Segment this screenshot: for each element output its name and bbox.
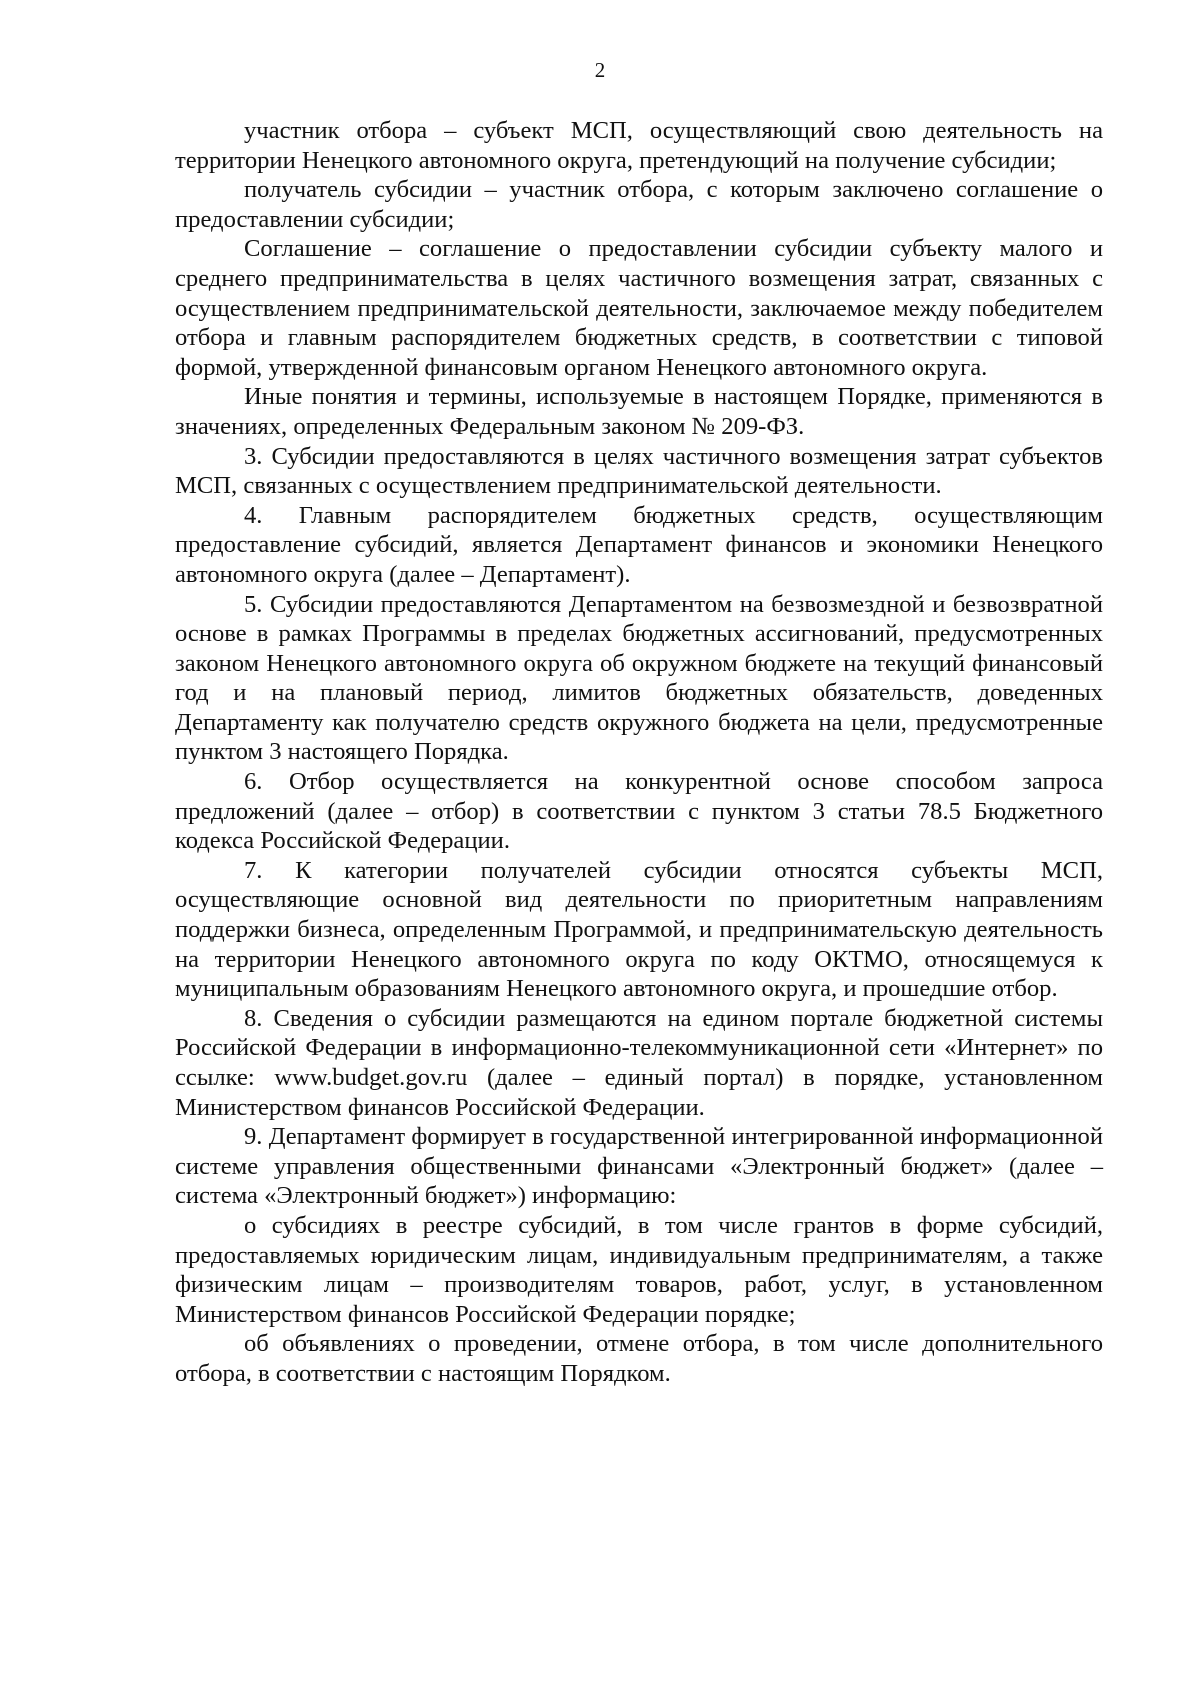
paragraph-item-4: 4. Главным распорядителем бюджетных средств, осуществляющим предоставление субсидий, является Департамент финансов и экономики Ненецкого автономного округа (далее – Департамент).: [175, 501, 1103, 588]
paragraph-other-terms: Иные понятия и термины, используемые в настоящем Порядке, применяются в значениях, определенных Федеральным законом № 209-ФЗ.: [175, 383, 1103, 440]
page-number: 2: [594, 58, 606, 82]
paragraph-item-9-announcements: об объявлениях о проведении, отмене отбора, в том числе дополнительного отбора, в соответствии с настоящим Порядком.: [175, 1330, 1103, 1387]
paragraph-item-6: 6. Отбор осуществляется на конкурентной основе способом запроса предложений (далее – отбор) в соответствии с пунктом 3 статьи 78.5 Бюджетного кодекса Российской Федерации.: [175, 768, 1103, 855]
paragraph-agreement-definition: Соглашение – соглашение о предоставлении субсидии субъекту малого и среднего предпринимательства в целях частичного возмещения затрат, связанных с осуществлением предпринимательской деятельности, заключаемое между победителем отбора и главным распорядителем бюджетных средств, в соответствии с типовой формой, утвержденной финансовым органом Ненецкого автономного округа.: [175, 235, 1103, 381]
paragraph-item-5: 5. Субсидии предоставляются Департаментом на безвозмездной и безвозвратной основе в рамках Программы в пределах бюджетных ассигнований, предусмотренных законом Ненецкого автономного округа об окружном бюджете на текущий финансовый год и на плановый период, лимитов бюджетных обязательств, доведенных Департаменту как получателю средств окружного бюджета на цели, предусмотренные пунктом 3 настоящего Порядка.: [175, 590, 1103, 766]
paragraph-item-9-registry: о субсидиях в реестре субсидий, в том числе грантов в форме субсидий, предоставляемых юридическим лицам, индивидуальным предпринимателям, а также физическим лицам – производителям товаров, работ, услуг, в установленном Министерством финансов Российской Федерации порядке;: [175, 1211, 1103, 1328]
document-body: [175, 116, 1103, 1389]
paragraph-item-9: 9. Департамент формирует в государственной интегрированной информационной системе управления общественными финансами «Электронный бюджет» (далее – система «Электронный бюджет») информацию:: [175, 1123, 1103, 1210]
paragraph-selection-participant-definition: участник отбора – субъект МСП, осуществляющий свою деятельность на территории Ненецкого автономного округа, претендующий на получение субсидии;: [175, 117, 1103, 174]
paragraph-item-3: 3. Субсидии предоставляются в целях частичного возмещения затрат субъектов МСП, связанных с осуществлением предпринимательской деятельности.: [175, 442, 1103, 500]
paragraph-item-8: 8. Сведения о субсидии размещаются на едином портале бюджетной системы Российской Федерации в информационно-телекоммуникационной сети «Интернет» по ссылке: www.budget.gov.ru (далее – единый портал) в порядке, установленном Министерством финансов Российской Федерации.: [175, 1004, 1103, 1121]
paragraph-subsidy-recipient-definition: получатель субсидии – участник отбора, с которым заключено соглашение о предоставлении субсидии;: [175, 176, 1103, 233]
paragraph-item-7: 7. К категории получателей субсидии относятся субъекты МСП, осуществляющие основной вид деятельности по приоритетным направлениям поддержки бизнеса, определенным Программой, и предпринимательскую деятельность на территории Ненецкого автономного округа по коду ОКТМО, относящемуся к муниципальным образованиям Ненецкого автономного округа, и прошедшие отбор.: [175, 856, 1103, 1003]
